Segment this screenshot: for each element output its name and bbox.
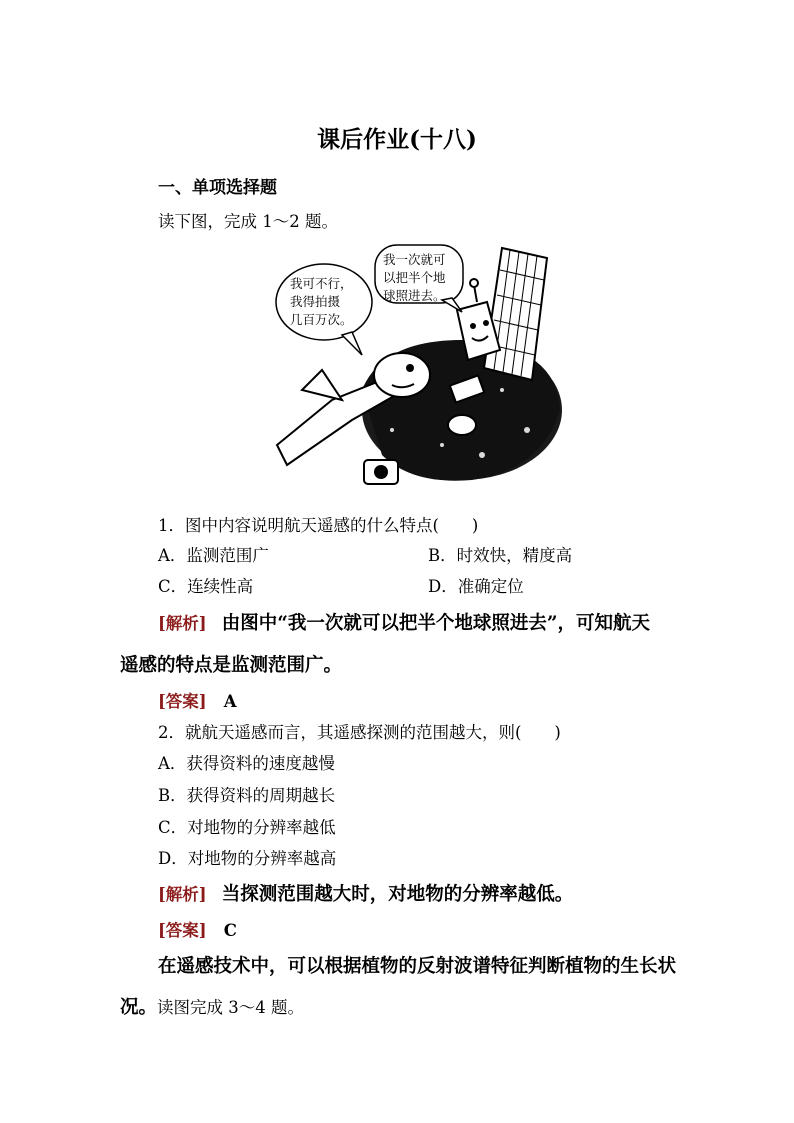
q2-option-d: D．对地物的分辨率越高 <box>158 849 337 868</box>
bubble-right-line-1: 我一次就可 <box>383 252 446 267</box>
q1-stem: 1．图中内容说明航天遥感的什么特点( ) <box>158 516 479 535</box>
q2-option-c: C．对地物的分辨率越低 <box>158 818 336 837</box>
q2-answer <box>158 917 237 941</box>
analysis-tag: [解析] <box>158 885 207 904</box>
q1-option-c: C．连续性高 <box>158 577 254 596</box>
bubble-right-line-3: 球照进去。 <box>383 288 446 303</box>
bubble-left-line-3: 几百万次。 <box>290 312 353 327</box>
q1-analysis <box>158 609 650 635</box>
bubble-left-line-2: 我得拍摄 <box>290 294 341 309</box>
q1-analysis-continued: 遥感的特点是监测范围广。 <box>120 655 343 676</box>
q2-option-b: B．获得资料的周期越长 <box>158 786 336 805</box>
q1-option-a: A．监测范围广 <box>158 546 269 565</box>
answer-tag: [答案] <box>158 692 207 711</box>
closing-instruction: 读图完成 3～4 题。 <box>157 998 305 1017</box>
q2-stem: 2．就航天遥感而言，其遥感探测的范围越大，则( ) <box>158 723 561 742</box>
bubble-right-line-2: 以把半个地 <box>383 270 446 285</box>
intro-text: 读下图，完成 1～2 题。 <box>158 212 338 231</box>
section-heading: 一、单项选择题 <box>158 178 277 198</box>
closing-paragraph-line-1: 在遥感技术中，可以根据植物的反射波谱特征判断植物的生长状 <box>158 956 677 977</box>
q1-option-b: B．时效快，精度高 <box>428 546 573 565</box>
q2-analysis-text: 当探测范围越大时，对地物的分辨率越低。 <box>221 884 574 905</box>
page-title: 课后作业(十八) <box>317 126 477 153</box>
q2-analysis <box>158 880 573 906</box>
closing-paragraph-line-2 <box>120 993 304 1019</box>
q1-answer-value: A <box>223 692 237 711</box>
q1-analysis-text: 由图中“我一次就可以把半个地球照进去”，可知航天 <box>221 613 651 634</box>
closing-bold-fragment: 况。 <box>120 997 158 1018</box>
answer-tag: [答案] <box>158 921 207 940</box>
q1-answer <box>158 688 237 712</box>
q2-answer-value: C <box>223 921 237 940</box>
q1-option-d: D．准确定位 <box>428 577 524 596</box>
solar-panel <box>484 248 547 380</box>
bubble-left-line-1: 我可不行， <box>290 276 353 291</box>
q2-option-a: A．获得资料的速度越慢 <box>158 754 335 773</box>
cartoon-figure <box>272 240 562 498</box>
analysis-tag: [解析] <box>158 614 207 633</box>
